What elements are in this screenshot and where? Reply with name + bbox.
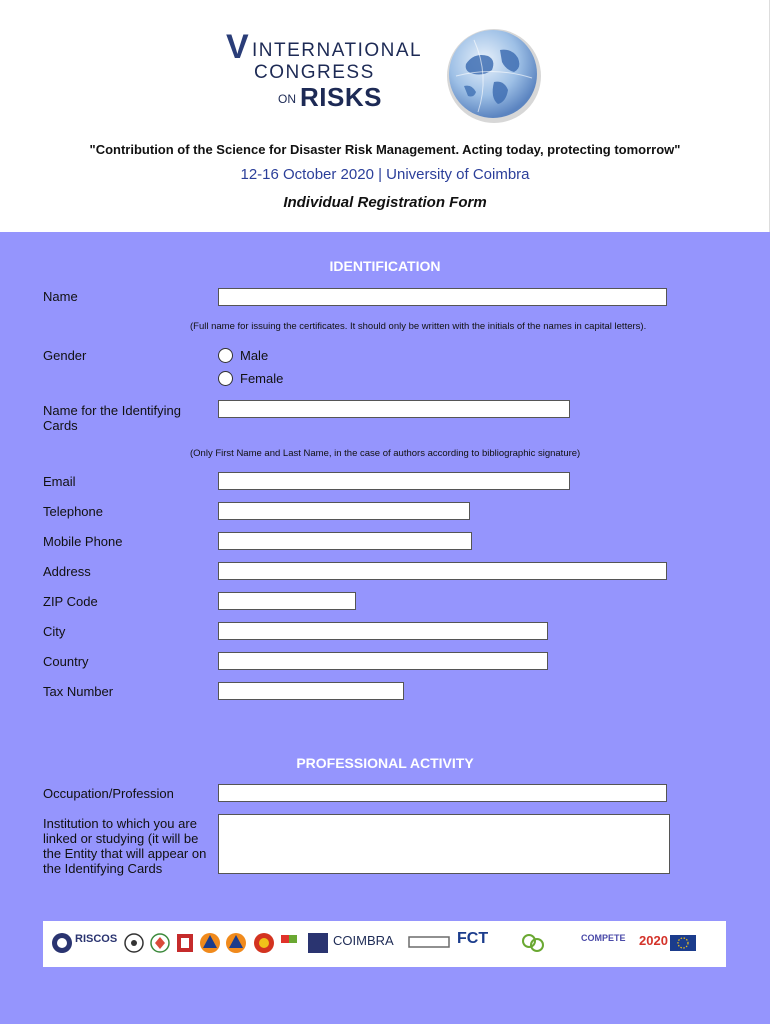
tax-number-label: Tax Number — [43, 684, 114, 699]
partner-blue-square-icon — [307, 931, 329, 955]
card-name-hint: (Only First Name and Last Name, in the case of authors according to bibliographic signature) — [190, 448, 581, 459]
logo-line-on: ON — [278, 92, 296, 106]
card-name-field[interactable] — [218, 400, 570, 418]
occupation-label: Occupation/Profession — [43, 786, 174, 801]
partner-green-logo-icon — [521, 931, 545, 955]
portugal-2020-logo-text: 2020 — [639, 933, 668, 948]
tax-number-field[interactable] — [218, 682, 404, 700]
form-title: Individual Registration Form — [283, 194, 487, 211]
congress-dates: 12-16 October 2020 | University of Coimbra — [240, 166, 530, 183]
country-field[interactable] — [218, 652, 548, 670]
zip-code-field[interactable] — [218, 592, 356, 610]
email-field[interactable] — [218, 472, 570, 490]
institution-field[interactable] — [218, 814, 670, 874]
logo-text — [226, 30, 436, 110]
city-field[interactable] — [218, 622, 548, 640]
name-hint: (Full name for issuing the certificates. It should only be written with the initials of the names in capital letters). — [190, 321, 647, 332]
partner-emblem-icon — [149, 931, 171, 955]
congress-logo — [226, 30, 546, 125]
fct-logo-text: FCT — [457, 930, 489, 947]
sponsor-logos-strip — [43, 921, 726, 967]
gender-male-label: Male — [240, 348, 269, 363]
section-title-professional: PROFESSIONAL ACTIVITY — [296, 755, 474, 771]
address-field[interactable] — [218, 562, 667, 580]
mobile-phone-field[interactable] — [218, 532, 472, 550]
name-field[interactable] — [218, 288, 667, 306]
gender-female-radio[interactable] — [218, 371, 233, 386]
mobile-phone-label: Mobile Phone — [43, 534, 123, 549]
logo-line-international: INTERNATIONAL — [252, 40, 423, 61]
logo-line-congress: CONGRESS — [254, 62, 375, 83]
city-label: City — [43, 624, 66, 639]
section-title-identification: IDENTIFICATION — [329, 258, 441, 274]
gender-male-radio[interactable] — [218, 348, 233, 363]
congress-theme: "Contribution of the Science for Disaster Risk Management. Acting today, protecting tomorrow" — [89, 142, 681, 157]
registration-form — [0, 232, 770, 1024]
civil-protection-2-icon — [225, 931, 247, 955]
partner-red-logo-icon — [175, 931, 195, 955]
email-label: Email — [43, 474, 76, 489]
address-label: Address — [43, 564, 91, 579]
gender-female-label: Female — [240, 371, 284, 386]
telephone-label: Telephone — [43, 504, 103, 519]
logo-line-risks: RISKS — [300, 82, 382, 112]
partner-round-logo-icon — [253, 931, 275, 955]
occupation-field[interactable] — [218, 784, 667, 802]
compete-logo-text: COMPETE — [581, 933, 626, 943]
civil-protection-icon — [199, 931, 221, 955]
globe-icon — [444, 26, 544, 126]
cegot-logo-icon — [407, 931, 451, 955]
partner-small-logo-icon — [279, 931, 299, 955]
zip-code-label: ZIP Code — [43, 594, 98, 609]
logo-roman-numeral: V — [226, 28, 248, 66]
riscos-logo-icon — [51, 931, 73, 955]
name-label: Name — [43, 289, 78, 304]
header — [0, 0, 770, 232]
university-seal-icon — [123, 931, 145, 955]
country-label: Country — [43, 654, 89, 669]
card-name-label: Name for the Identifying Cards — [43, 403, 182, 433]
telephone-field[interactable] — [218, 502, 470, 520]
eu-flag-icon — [669, 931, 697, 955]
institution-label: Institution to which you are linked or studying (it will be the Entity that will appear on the Identifying Cards — [43, 816, 207, 876]
riscos-logo-text: RISCOS — [75, 933, 118, 945]
coimbra-logo-text: COIMBRA — [333, 933, 394, 948]
gender-label: Gender — [43, 348, 87, 363]
